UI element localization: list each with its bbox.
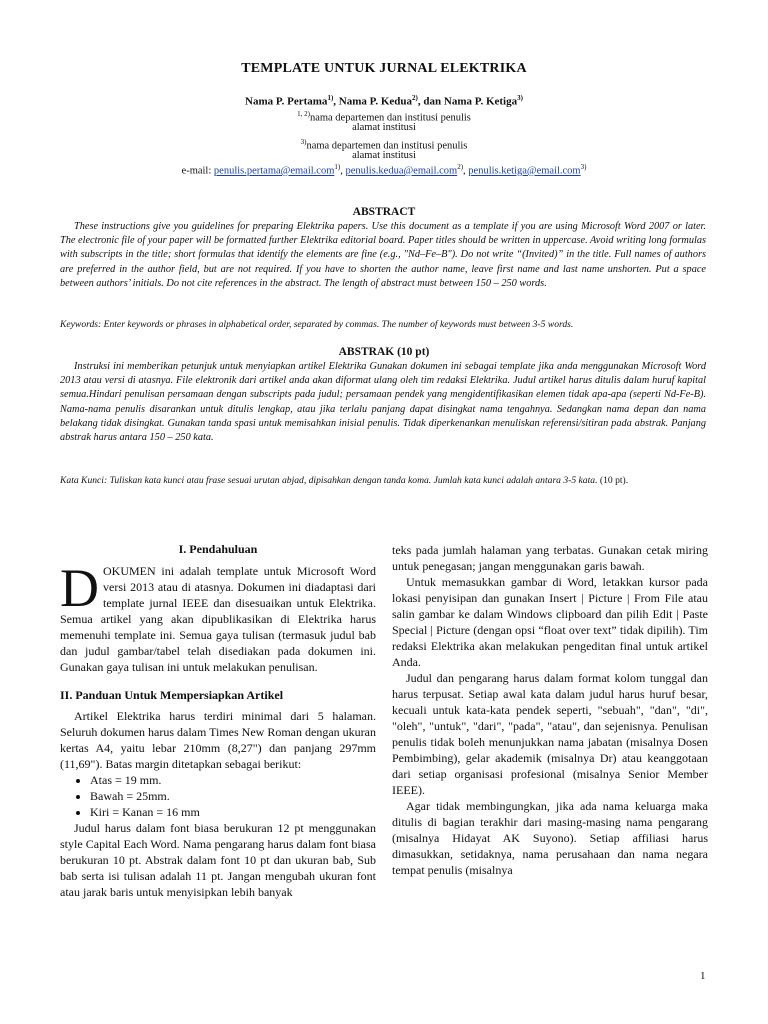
email-sup: 3) <box>580 163 587 171</box>
email-sup: 2) <box>457 163 464 171</box>
section-1-text: OKUMEN ini adalah template untuk Microsoft Word versi 2013 atau di atasnya. Dokumen ini diadaptasi dari template jurnal IEEE dan disesuaikan untuk Elektrika. Semua artikel yang akan dipublikasikan di Elektrika harus memenuhi template ini. Semua gaya tulisan (termasuk judul bab dan judul gambar/tabel telah disediakan pada dokumen ini. Gunakan gaya tulisan ini untuk melakukan penulisan. <box>60 564 376 674</box>
affiliation-sup: 1, 2) <box>297 110 310 118</box>
abstract-keywords: Keywords: Enter keywords or phrases in alphabetical order, separated by commas. The number of keywords must between 3-5 words. <box>60 319 574 330</box>
list-item: • Bawah = 25mm. <box>90 788 376 804</box>
right-paragraph-1: teks pada jumlah halaman yang terbatas. Gunakan cetak miring untuk penegasan; jangan menggunakan garis bawah. <box>392 543 708 573</box>
section-2-paragraph-1: Artikel Elektrika harus terdiri minimal dari 5 halaman. Seluruh dokumen harus dalam Times New Roman dengan ukuran kertas A4, yaitu lebar 210mm (8,27") dan panjang 297mm (11,69"). Batas margin ditetapkan sebagai berikut: <box>60 709 376 771</box>
abstrak-keywords <box>60 474 706 488</box>
author-line <box>0 94 768 108</box>
email-label: e-mail: <box>181 165 214 177</box>
section-2-heading: II. Panduan Untuk Mempersiapkan Artikel <box>60 688 284 702</box>
author-name: Nama P. Kedua <box>338 95 413 108</box>
paper-title: TEMPLATE UNTUK JURNAL ELEKTRIKA <box>241 61 527 76</box>
affiliation-text: nama departemen dan institusi penulis <box>306 140 468 152</box>
section-1-paragraph <box>60 558 376 675</box>
email-link-2[interactable]: penulis.kedua@email.com <box>345 165 458 177</box>
author-name: Nama P. Ketiga <box>443 95 518 108</box>
email-link-1[interactable]: penulis.pertama@email.com <box>213 165 335 177</box>
abstrak-keywords-suffix: (10 pt). <box>597 475 629 486</box>
email-sup: 1) <box>334 163 341 171</box>
margin-list <box>60 772 376 820</box>
author-name: Nama P. Pertama <box>245 95 328 108</box>
right-paragraph-4: Agar tidak membingungkan, jika ada nama keluarga maka ditulis di bagian terakhir dari masing-masing nama pengarang (misalnya Hidayat AK Suyono). Setiap affiliasi harus dimasukkan, setidaknya, nama perusahaan dan nama negara tempat penulis (misalnya <box>392 799 708 877</box>
email-link-3[interactable]: penulis.ketiga@email.com <box>468 165 581 177</box>
right-paragraph-2: Untuk memasukkan gambar di Word, letakkan kursor pada lokasi penyisipan dan gunakan Insert | Picture | From File atau salin gambar ke dalam Windows clipboard dan pilih Edit | Paste Special | Picture (dengan opsi “float over text” tidak dipilih). Tim redaksi Elektrika akan melakukan pengeditan final untuk artikel Anda. <box>392 575 708 669</box>
right-column <box>392 542 708 878</box>
section-2-paragraph-2: Judul harus dalam font biasa berukuran 12 pt menggunakan style Capital Each Word. Nama pengarang harus dalam font biasa berukuran 10 pt. Abstrak dalam font 10 pt dan ukuran bab, Sub bab serta isi tulisan adalah 11 pt. Jangan mengubah ukuran font atau jarak baris untuk menyisipkan lebih banyak <box>60 821 376 899</box>
author-sup: 3) <box>517 94 523 102</box>
email-line: e-mail: penulis.pertama@email.com$^{1)}$, penulis.kedua@email.com$^{2)}$, penulis.ketiga@email.com$^{3)}$ <box>181 163 587 177</box>
abstract-heading: ABSTRACT <box>352 206 416 218</box>
affiliation-text: nama departemen dan institusi penulis <box>309 112 471 124</box>
author-sup: 1) <box>327 94 334 102</box>
affiliation-1-address: alamat institusi <box>352 122 416 133</box>
left-column <box>60 541 376 900</box>
page-number: 1 <box>700 970 706 982</box>
author-separator: , dan <box>417 95 444 108</box>
abstrak-text: Instruksi ini memberikan petunjuk untuk menyiapkan artikel Elektrika Gunakan dokumen ini sebagai template jika anda menggunakan Microsoft Word 2013 atau versi di atasnya. File elektronik dari artikel anda akan diformat ulang oleh tim redaksi Elektrika. Judul artikel harus ditulis dalam huruf kapital semua.Hindari penulisan persamaan dengan subscripts pada judul; persamaan pendek yang mengidentifikasikan elemen tidak apa-apa (seperti Nd-Fe-B). Nama-nama penulis disarankan untuk ditulis lengkap, atau jika terlalu panjang dapat disingkat nama tengahnya. Sedangkan nama depan dan nama belakang tidak disingkat. Gunakan tanda spasi untuk memisahkan inisial penulis. Tidak diperkenankan menuliskan referensi/sitiran pada abstrak. Panjang abstrak harus antara 150 – 250 kata. <box>60 361 706 444</box>
list-item: • Atas = 19 mm. <box>90 772 376 788</box>
right-paragraph-3: Judul dan pengarang harus dalam format kolom tunggal dan harus terpusat. Setiap awal kata dalam judul harus huruf besar, kecuali untuk kata-kata pendek seperti, "sebuah", "dan", "di", "oleh", "untuk", "dari", "pada", "atau", dan sejenisnya. Penulisan penulis tidak boleh menunjukkan nama jabatan (misalnya Dosen Pembimbing), gelar akademik (misalnya Dr) atau keanggotaan dari setiap organisasi profesional (misalnya Senior Member IEEE). <box>392 671 708 797</box>
affiliation-2-address: alamat institusi <box>352 150 416 161</box>
section-1-heading: I. Pendahuluan <box>178 542 258 556</box>
dropcap-letter: D <box>60 558 99 618</box>
abstrak-heading: ABSTRAK (10 pt) <box>338 346 430 358</box>
abstract-text: These instructions give you guidelines for preparing Elektrika papers. Use this document as a template if you are using Microsoft Word 2007 or later. The electronic file of your paper will be formatted further Elektrika editorial board. Paper titles should be written in uppercase. Avoid writing long formulas with subscripts in the title; short formulas that identify the elements are fine (e.g., "Nd–Fe–B"). Do not write “(Invited)” in the title. Full names of authors are preferred in the author field, but are not required. If you have to shorten the author name, leave first name and last name unshorten. Put a space between authors’ initials. Do not cite references in the abstract. The length of abstract must between 150 – 250 words. <box>60 221 706 289</box>
author-sup: 2) <box>412 94 418 102</box>
abstrak-keywords-text: Kata Kunci: Tuliskan kata kunci atau frase sesuai urutan abjad, dipisahkan dengan tanda koma. Jumlah kata kunci adalah antara 3-5 kata. <box>60 475 598 486</box>
list-item: • Kiri = Kanan = 16 mm <box>90 804 376 820</box>
author-separator: , <box>333 95 339 108</box>
affiliation-sup: 3) <box>300 138 307 146</box>
